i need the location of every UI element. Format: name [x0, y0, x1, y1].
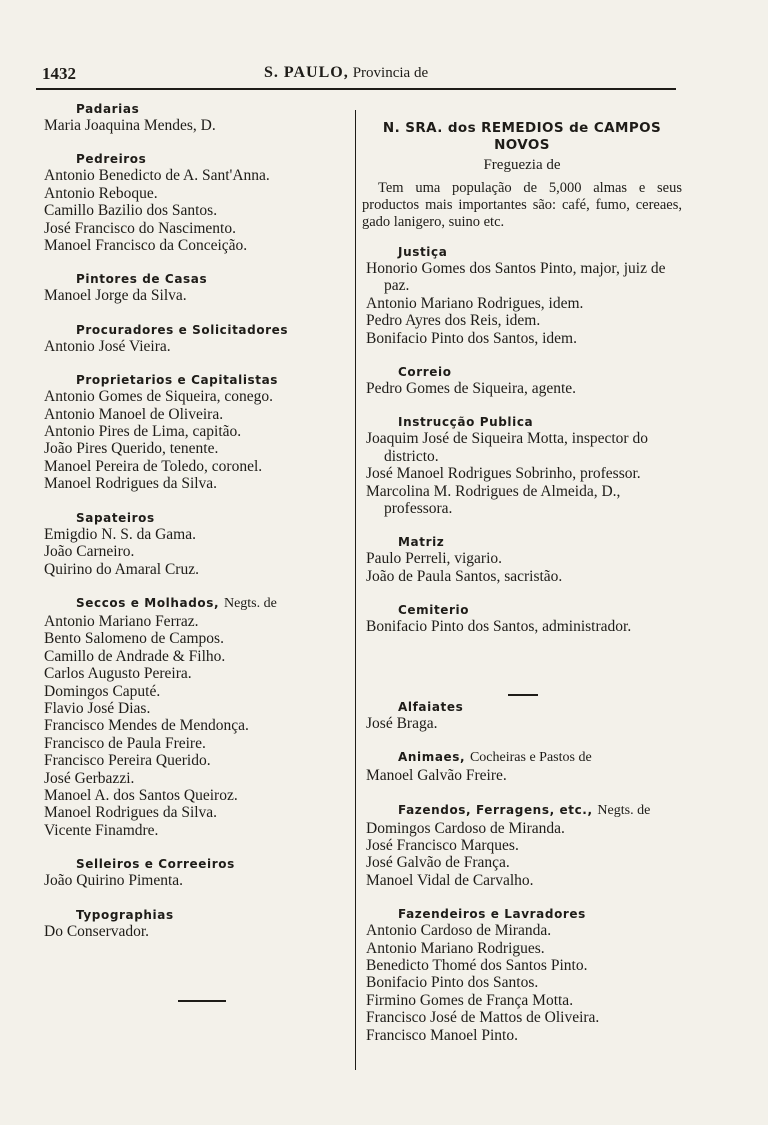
- section-rule-right: [508, 694, 538, 696]
- directory-section: [362, 535, 682, 585]
- directory-entry: Vicente Finamdre.: [44, 821, 159, 839]
- directory-entry: Francisco Pereira Querido.: [44, 752, 211, 770]
- directory-entry: Camillo de Andrade & Filho.: [44, 647, 226, 665]
- section-gap: [362, 654, 682, 700]
- directory-entry: José Braga.: [366, 714, 438, 732]
- directory-entry: Antonio Pires de Lima, capitão.: [44, 423, 242, 441]
- section-heading: [398, 245, 682, 259]
- section-heading-text: Correio: [398, 365, 452, 380]
- section-heading-text: Pintores de Casas: [76, 272, 208, 287]
- left-column: [40, 102, 340, 958]
- directory-entry: Antonio Mariano Ferraz.: [44, 612, 199, 630]
- directory-entry: Antonio José Vieira.: [44, 337, 171, 355]
- section-heading-text: Justiça: [398, 245, 448, 259]
- section-heading-text: Alfaiates: [398, 699, 464, 714]
- directory-entry: Francisco Mendes de Mendonça.: [44, 717, 249, 735]
- directory-entry: Manoel Pereira de Toledo, coronel.: [44, 457, 263, 475]
- directory-entry: Bonifacio Pinto dos Santos, idem.: [366, 329, 577, 347]
- section-heading-text: Padarias: [76, 102, 140, 116]
- directory-entry: Antonio Benedicto de A. Sant'Anna.: [44, 167, 270, 185]
- directory-entry: Paulo Perreli, vigario.: [366, 550, 503, 568]
- directory-entry: José Manoel Rodrigues Sobrinho, professor.: [366, 465, 641, 483]
- section-heading: [398, 750, 682, 766]
- section-heading: [76, 373, 340, 387]
- directory-section: [40, 373, 340, 492]
- directory-entry: Manoel Rodrigues da Silva.: [44, 804, 218, 822]
- directory-entry: Manoel Francisco da Conceição.: [44, 237, 248, 255]
- section-heading: [76, 857, 340, 871]
- directory-entry: Honorio Gomes dos Santos Pinto, major, juiz de paz.: [366, 260, 666, 295]
- section-heading-text: Typographias: [76, 907, 174, 922]
- directory-section: [362, 803, 682, 890]
- directory-entry: Pedro Gomes de Siqueira, agente.: [366, 380, 577, 398]
- directory-entry: Quirino do Amaral Cruz.: [44, 560, 199, 578]
- section-heading-text: Instrucção Publica: [398, 415, 534, 430]
- section-heading: [398, 803, 682, 819]
- section-heading-text: Fazendos, Ferragens, etc.,: [398, 802, 593, 817]
- section-heading: [398, 365, 682, 379]
- section-heading-text: Procuradores e Solicitadores: [76, 322, 289, 337]
- section-heading: [76, 511, 340, 525]
- section-heading: [76, 152, 340, 166]
- parish-subtitle: Freguezia de: [483, 157, 561, 173]
- directory-section: [362, 700, 682, 732]
- directory-entry: Benedicto Thomé dos Santos Pinto.: [366, 956, 588, 974]
- directory-entry: Manoel Galvão Freire.: [366, 767, 507, 785]
- directory-entry: José Francisco Marques.: [366, 836, 519, 854]
- directory-entry: João de Paula Santos, sacristão.: [366, 567, 563, 585]
- directory-entry: Do Conservador.: [44, 922, 150, 940]
- directory-entry: Firmino Gomes de França Motta.: [366, 991, 574, 1009]
- column-divider: [355, 110, 356, 1070]
- section-heading: [398, 907, 682, 921]
- directory-section: [40, 511, 340, 578]
- directory-entry: Bonifacio Pinto dos Santos.: [366, 974, 539, 992]
- directory-entry: Antonio Gomes de Siqueira, conego.: [44, 388, 274, 406]
- directory-entry: Maria Joaquina Mendes, D.: [44, 117, 216, 134]
- page-header: [36, 62, 676, 90]
- directory-entry: José Gerbazzi.: [44, 769, 135, 787]
- directory-entry: Camillo Bazilio dos Santos.: [44, 202, 218, 220]
- section-heading: [76, 596, 340, 612]
- directory-section: [362, 245, 682, 347]
- directory-entry: Domingos Caputé.: [44, 682, 161, 700]
- section-heading: [76, 908, 340, 922]
- directory-entry: Antonio Manoel de Oliveira.: [44, 405, 224, 423]
- section-heading: [76, 102, 340, 116]
- end-rule-left: [178, 1000, 226, 1002]
- section-heading-text: Cemiterio: [398, 603, 470, 618]
- section-heading-text: Fazendeiros e Lavradores: [398, 907, 586, 922]
- directory-entry: Francisco Manoel Pinto.: [366, 1026, 518, 1044]
- running-head-rest: Provincia de: [352, 65, 429, 81]
- directory-entry: Antonio Mariano Rodrigues, idem.: [366, 294, 584, 312]
- running-head-place: S. PAULO,: [264, 64, 349, 81]
- directory-entry: João Quirino Pimenta.: [44, 872, 184, 890]
- section-heading-text: Sapateiros: [76, 510, 155, 525]
- directory-section: [40, 908, 340, 940]
- section-heading: [76, 323, 340, 337]
- directory-section: [362, 907, 682, 1044]
- directory-section: [40, 272, 340, 304]
- parish-intro: Tem uma população de 5,000 almas e seus productos mais importantes são: café, fumo, cereaes, gado lanigero, suino etc.: [362, 180, 682, 230]
- section-heading-text: Selleiros e Correeiros: [76, 857, 235, 872]
- page-number: 1432: [42, 64, 76, 83]
- directory-section: [40, 596, 340, 839]
- directory-entry: Francisco de Paula Freire.: [44, 734, 206, 752]
- section-heading: [398, 415, 682, 429]
- parish-title: N. SRA. dos REMEDIOS de CAMPOS NOVOS: [382, 120, 662, 153]
- directory-entry: Manoel A. dos Santos Queiroz.: [44, 786, 238, 804]
- directory-entry: Domingos Cardoso de Miranda.: [366, 819, 565, 837]
- running-head: [264, 64, 428, 82]
- directory-entry: João Carneiro.: [44, 543, 135, 561]
- directory-entry: Joaquim José de Siqueira Motta, inspector do districto.: [366, 430, 648, 465]
- section-heading-text: Matriz: [398, 535, 445, 550]
- section-heading: [398, 535, 682, 549]
- directory-entry: Marcolina M. Rodrigues de Almeida, D., professora.: [366, 482, 621, 518]
- directory-entry: Bento Salomeno de Campos.: [44, 630, 224, 648]
- section-heading-sub: Cocheiras e Pastos de: [469, 750, 592, 766]
- directory-section: [40, 102, 340, 134]
- directory-entry: Bonifacio Pinto dos Santos, administrador.: [366, 618, 632, 636]
- section-heading: [398, 603, 682, 617]
- directory-entry: Manoel Vidal de Carvalho.: [366, 871, 534, 889]
- section-heading-text: Pedreiros: [76, 152, 147, 167]
- directory-entry: Francisco José de Mattos de Oliveira.: [366, 1009, 600, 1027]
- directory-entry: Pedro Ayres dos Reis, idem.: [366, 312, 541, 330]
- directory-entry: José Francisco do Nascimento.: [44, 219, 236, 237]
- section-heading: [76, 272, 340, 286]
- directory-entry: Antonio Reboque.: [44, 184, 158, 202]
- right-sections: [362, 245, 682, 636]
- section-heading-text: Proprietarios e Capitalistas: [76, 373, 279, 388]
- directory-entry: Emigdio N. S. da Gama.: [44, 525, 196, 543]
- section-heading-text: Animaes,: [398, 750, 466, 765]
- directory-section: [362, 415, 682, 517]
- section-heading-sub: Negts. de: [597, 802, 651, 818]
- section-heading-text: Seccos e Molhados,: [76, 595, 220, 610]
- section-heading: [398, 700, 682, 714]
- directory-section: [40, 323, 340, 355]
- directory-entry: Antonio Mariano Rodrigues.: [366, 939, 545, 957]
- directory-entry: Flavio José Dias.: [44, 699, 151, 717]
- section-heading-sub: Negts. de: [223, 595, 277, 611]
- directory-section: [362, 603, 682, 635]
- directory-entry: José Galvão de França.: [366, 854, 510, 872]
- right-sections-after: [362, 700, 682, 1044]
- directory-section: [40, 857, 340, 889]
- directory-entry: Carlos Augusto Pereira.: [44, 665, 192, 683]
- directory-section: [40, 152, 340, 254]
- right-column: [362, 120, 682, 1062]
- directory-section: [362, 365, 682, 397]
- directory-section: [362, 750, 682, 784]
- directory-entry: Antonio Cardoso de Miranda.: [366, 922, 552, 940]
- directory-entry: João Pires Querido, tenente.: [44, 440, 219, 458]
- directory-entry: Manoel Rodrigues da Silva.: [44, 475, 218, 493]
- directory-entry: Manoel Jorge da Silva.: [44, 287, 187, 305]
